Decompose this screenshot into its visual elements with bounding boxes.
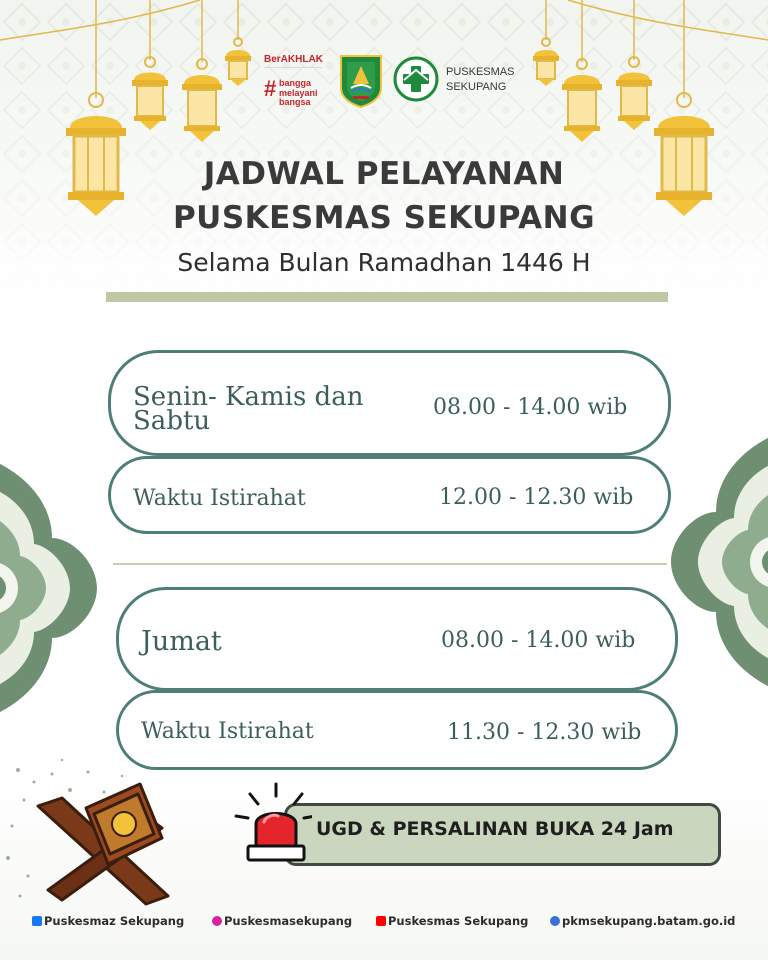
schedule-row-weekday-break — [108, 456, 671, 534]
globe-icon — [550, 916, 560, 926]
schedule-row-weekdays — [108, 350, 671, 456]
quran-stand-illustration — [28, 778, 178, 908]
puskesmas-logo-text — [446, 65, 514, 95]
lanterns-left — [0, 0, 260, 230]
right-ornament — [671, 434, 768, 690]
schedule-day-label: Waktu Istirahat — [141, 719, 314, 744]
schedule-day-label: Jumat — [141, 626, 222, 657]
schedule-row-friday — [116, 587, 678, 691]
left-ornament — [0, 460, 97, 716]
instagram-icon — [212, 916, 222, 926]
footer-youtube[interactable] — [376, 914, 528, 928]
tagline-line-2: melayani — [279, 87, 318, 98]
section-divider — [113, 563, 667, 565]
footer-instagram-text: Puskesmasekupang — [224, 914, 353, 928]
page-title-line-1: JADWAL PELAYANAN — [203, 156, 565, 192]
facebook-icon — [32, 916, 42, 926]
footer-website[interactable] — [550, 914, 735, 928]
bangga-melayani-bangsa-tagline — [279, 79, 318, 108]
footer-website-text: pkmsekupang.batam.go.id — [562, 914, 736, 928]
siren-icon — [232, 780, 312, 870]
tagline-line-1: bangga — [279, 78, 312, 88]
berakhlak-logo — [264, 54, 326, 108]
schedule-time-label: 11.30 - 12.30 wib — [447, 720, 642, 745]
schedule-day-label: Senin- Kamis dan Sabtu — [133, 382, 364, 436]
batam-city-emblem — [339, 54, 383, 108]
schedule-time-label: 08.00 - 14.00 wib — [433, 395, 628, 420]
schedule-time-label: 08.00 - 14.00 wib — [441, 628, 636, 653]
footer-social-bar — [0, 912, 768, 932]
youtube-icon — [376, 916, 386, 926]
page-subtitle: Selama Bulan Ramadhan 1446 H — [177, 248, 591, 277]
page-title-line-2: PUSKESMAS SEKUPANG — [172, 200, 596, 236]
title-underline — [106, 292, 668, 302]
berakhlak-brand: BerAKHLAK — [264, 54, 323, 65]
schedule-day-label: Waktu Istirahat — [133, 486, 306, 511]
footer-youtube-text: Puskesmas Sekupang — [388, 914, 529, 928]
berakhlak-divider — [264, 67, 322, 68]
puskesmas-logo-line-1: PUSKESMAS — [446, 66, 515, 78]
hashtag-symbol: # — [264, 76, 277, 101]
footer-facebook[interactable] — [32, 914, 184, 928]
lanterns-right — [508, 0, 768, 230]
puskesmas-logo-icon — [393, 56, 439, 102]
schedule-row-friday-break — [116, 690, 678, 770]
puskesmas-logo-line-2: SEKUPANG — [446, 81, 507, 93]
schedule-time-label: 12.00 - 12.30 wib — [439, 485, 634, 510]
footer-facebook-text: Puskesmaz Sekupang — [44, 914, 185, 928]
emergency-banner-label: UGD & PERSALINAN BUKA 24 Jam — [316, 818, 674, 840]
tagline-line-3: bangsa — [279, 97, 311, 107]
footer-instagram[interactable] — [212, 914, 352, 928]
